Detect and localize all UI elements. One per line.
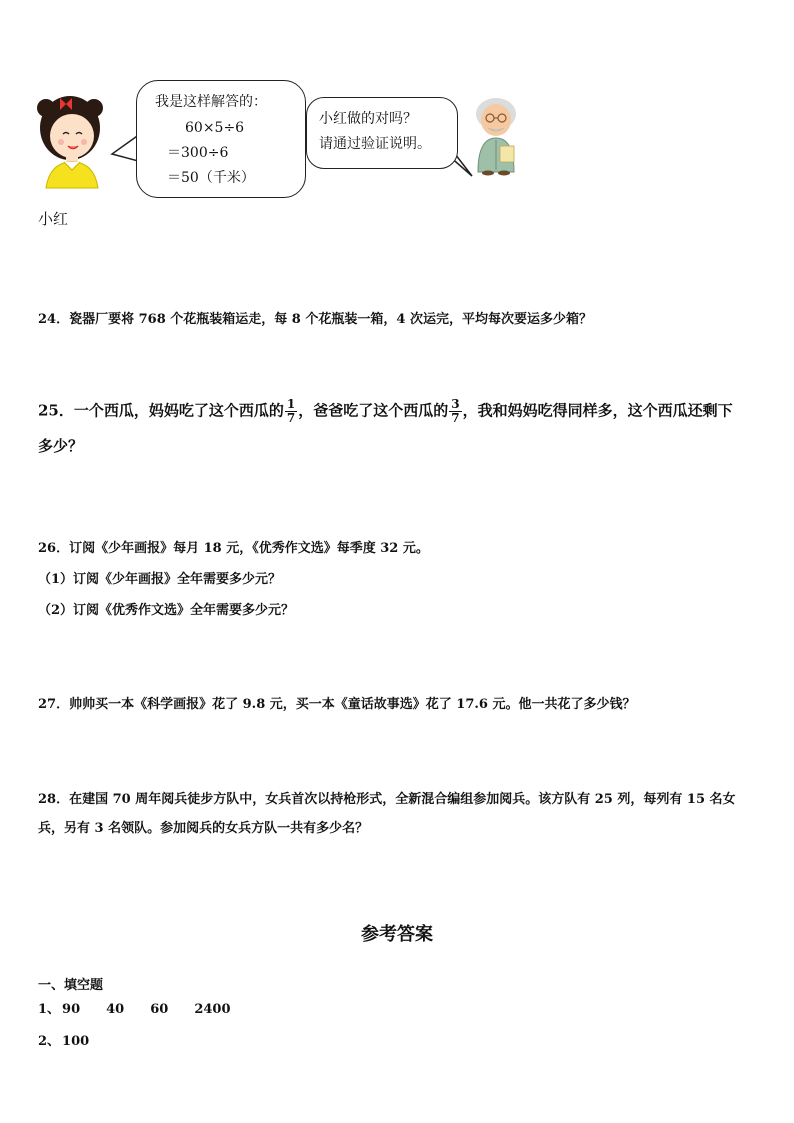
question-26-stem: 26．订阅《少年画报》每月 18 元，《优秀作文选》每季度 32 元。: [38, 541, 429, 556]
question-25: [38, 398, 758, 457]
girl-xiaohong-illustration: [30, 88, 110, 192]
girl-name-caption: 小红: [38, 210, 69, 228]
question-25-line1: [38, 398, 758, 425]
grandpa-bubble-line1: 小红做的对吗？: [319, 111, 417, 127]
girl-speech-bubble: [136, 80, 306, 198]
question-28-line2: 兵，另有 3 名领队。参加阅兵的女兵方队一共有多少名？: [38, 821, 369, 836]
answer-1-label: 1、: [38, 1002, 61, 1017]
question-25-part3: ，我和妈妈吃得同样多，这个西瓜还剩下: [462, 401, 733, 420]
fraction-three-sevenths: $\frac{3}{7}$: [451, 397, 460, 425]
answer-1: [38, 998, 231, 1017]
answer-2-value1: 100: [62, 1034, 90, 1049]
girl-bubble-line3: ＝300÷6: [167, 145, 229, 161]
question-25-part2: ，爸爸吃了这个西瓜的: [298, 401, 449, 420]
question-27: 27．帅帅买一本《科学画报》花了 9.8 元，买一本《童话故事选》花了 17.6 元。他一共花了多少钱？: [38, 697, 636, 712]
question-24: 24．瓷器厂要将 768 个花瓶装箱运走，每 8 个花瓶装一箱，4 次运完，平均每次要运多少箱？: [38, 312, 592, 327]
grandpa-speech-bubble: [306, 97, 458, 169]
girl-bubble-line2: 60×5÷6: [185, 120, 245, 136]
girl-bubble-line1: 我是这样解答的：: [155, 94, 267, 110]
answer-section-fill-blank: 一、填空题: [38, 978, 104, 993]
grandpa-illustration: [466, 94, 528, 176]
answer-1-value3: 60: [150, 1002, 169, 1017]
question-26-sub1: （1）订阅《少年画报》全年需要多少元？: [38, 572, 282, 587]
question-26-sub2: （2）订阅《优秀作文选》全年需要多少元？: [38, 603, 295, 618]
answer-section-title: 参考答案: [361, 924, 433, 945]
answer-1-value1: 90: [62, 1002, 81, 1017]
answer-1-value2: 40: [106, 1002, 125, 1017]
fraction-one-seventh: $\frac{1}{7}$: [286, 397, 296, 425]
answer-2: [38, 1030, 89, 1049]
question-25-line2: 多少？: [38, 437, 84, 455]
question-25-part1: 25．一个西瓜，妈妈吃了这个西瓜的: [38, 401, 284, 420]
girl-bubble-line4: ＝50（千米）: [167, 170, 255, 186]
question-28-line1: 28．在建国 70 周年阅兵徒步方队中，女兵首次以持枪形式，全新混合编组参加阅兵。该方队有 25 列，每列有 15 名女: [38, 792, 736, 807]
answer-2-label: 2、: [38, 1034, 61, 1049]
answer-1-value4: 2400: [194, 1002, 231, 1017]
grandpa-bubble-line2: 请通过验证说明。: [319, 136, 431, 152]
